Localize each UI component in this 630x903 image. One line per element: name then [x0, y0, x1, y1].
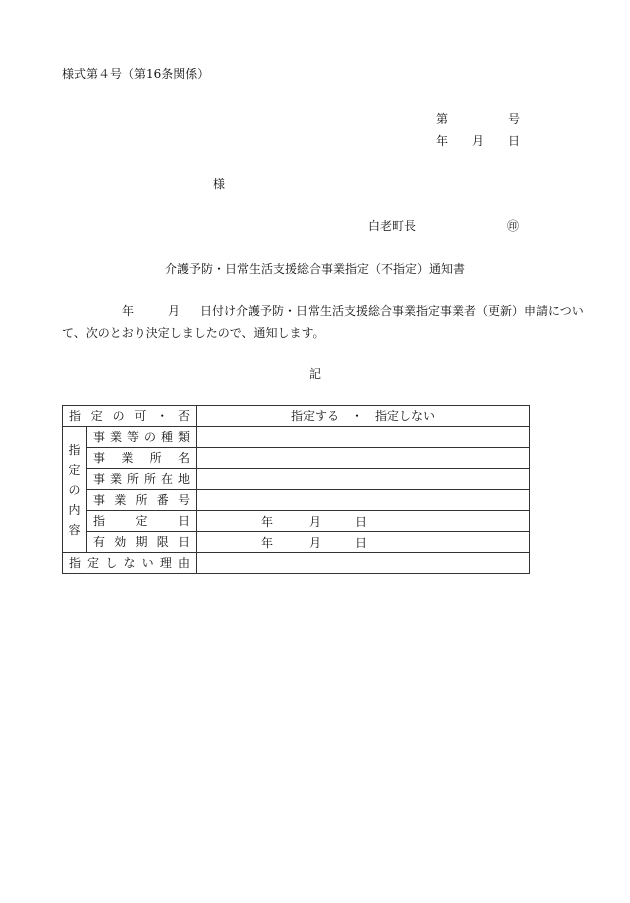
table-row	[63, 511, 530, 532]
date-month: 月	[309, 515, 322, 529]
table-row	[63, 427, 530, 448]
reason-value	[197, 553, 530, 574]
content-char: 容	[68, 522, 81, 537]
document-number-suffix: 号	[508, 112, 521, 126]
ki-heading: 記	[309, 367, 322, 381]
content-char: の	[68, 482, 81, 497]
issue-date-year: 年	[436, 134, 449, 148]
body-line-2: て、次のとおり決定しましたので、通知します。	[62, 326, 325, 340]
date-year: 年	[261, 536, 274, 550]
expiry-date-label: 有効期限日	[87, 532, 197, 553]
document-number-prefix: 第	[436, 112, 449, 126]
designation-date-label: 指定日	[87, 511, 197, 532]
content-char: 指	[68, 442, 81, 457]
office-name-value	[197, 448, 530, 469]
table-row	[63, 490, 530, 511]
table-row	[63, 532, 530, 553]
table-row	[63, 469, 530, 490]
content-char: 内	[68, 502, 81, 517]
content-vertical-label	[63, 427, 87, 553]
reason-label: 指定しない理由	[63, 553, 197, 574]
date-year: 年	[261, 515, 274, 529]
service-type-label: 事業等の種類	[87, 427, 197, 448]
issue-date-month: 月	[472, 134, 485, 148]
reason-row	[63, 553, 530, 574]
content-char: 定	[68, 462, 81, 477]
table-row	[63, 448, 530, 469]
body-month: 月	[168, 304, 181, 318]
seal-mark: ㊞	[507, 219, 520, 233]
date-day: 日	[355, 515, 368, 529]
document-title: 介護予防・日常生活支援総合事業指定（不指定）通知書	[164, 262, 465, 276]
date-day: 日	[355, 536, 368, 550]
body-line-1	[122, 305, 584, 317]
designation-table	[62, 405, 530, 574]
body-text-1: 日付け介護予防・日常生活支援総合事業指定事業者（更新）申請につい	[200, 304, 584, 318]
approval-value: 指定する ・ 指定しない	[197, 406, 530, 427]
office-number-label: 事業所番号	[87, 490, 197, 511]
office-address-label: 事業所所在地	[87, 469, 197, 490]
expiry-date-value	[197, 532, 530, 553]
issue-date-day: 日	[508, 134, 521, 148]
date-month: 月	[309, 536, 322, 550]
office-number-value	[197, 490, 530, 511]
issuer-name: 白老町長	[368, 219, 417, 233]
body-year: 年	[122, 304, 135, 318]
approval-label: 指定の可・否	[63, 406, 197, 427]
designation-date-value	[197, 511, 530, 532]
service-type-value	[197, 427, 530, 448]
form-number: 様式第４号（第16条関係）	[62, 67, 210, 81]
approval-row	[63, 406, 530, 427]
office-name-label: 事業所名	[87, 448, 197, 469]
office-address-value	[197, 469, 530, 490]
addressee-honorific: 様	[213, 177, 226, 191]
